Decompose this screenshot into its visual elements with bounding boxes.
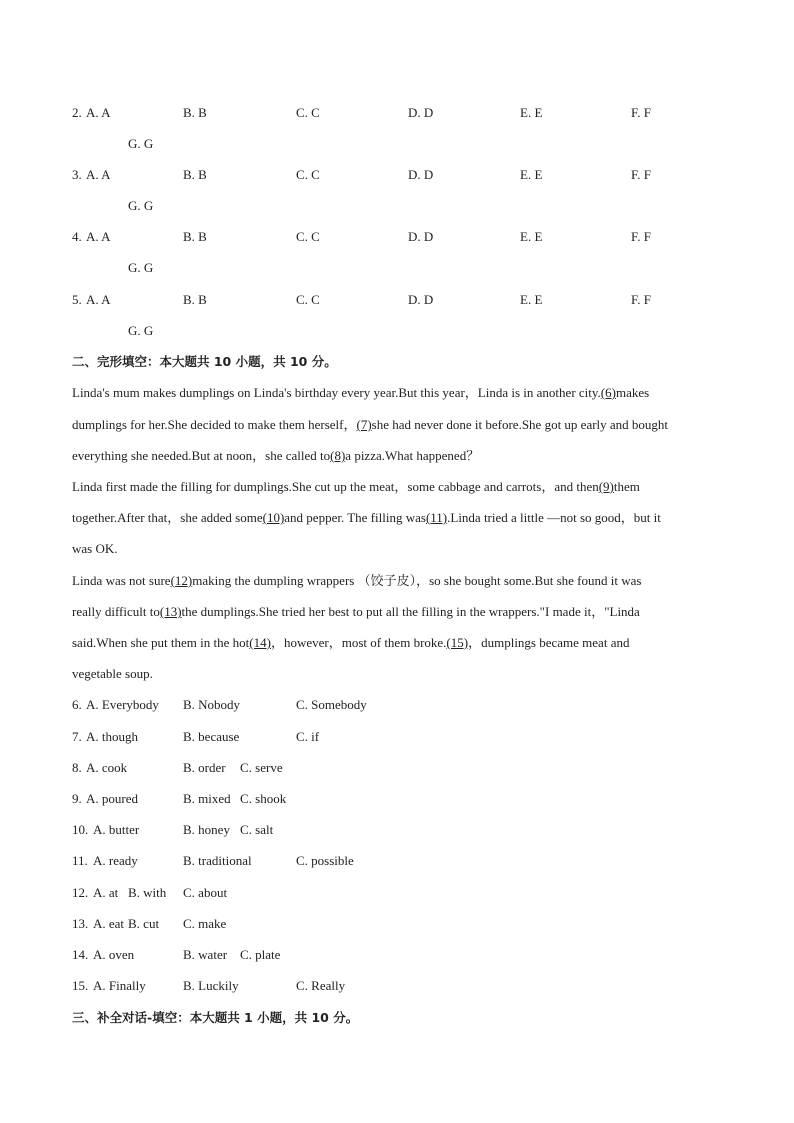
question-5-option-b[interactable]: B. B — [183, 292, 207, 307]
question-15-option-a[interactable]: A. Finally — [93, 978, 146, 993]
question-4-number: 4. — [72, 229, 82, 244]
question-8-number: 8. — [72, 760, 82, 775]
passage-line: was OK. — [72, 541, 118, 556]
question-6-option-b[interactable]: B. Nobody — [183, 697, 241, 712]
question-4-option-a[interactable]: A. A — [86, 229, 111, 244]
question-10-option-a[interactable]: A. butter — [93, 822, 140, 837]
question-3-option-g[interactable]: G. G — [128, 198, 154, 213]
question-13-option-a[interactable]: A. eat — [93, 916, 125, 931]
question-12-option-a[interactable]: A. at — [93, 885, 119, 900]
question-11-option-b[interactable]: B. traditional — [183, 853, 252, 868]
question-15-option-c[interactable]: C. Really — [296, 978, 346, 993]
question-10-number: 10. — [72, 822, 89, 837]
question-8-option-b[interactable]: B. order — [183, 760, 226, 775]
question-9-option-c[interactable]: C. shook — [240, 791, 287, 806]
question-9-option-b[interactable]: B. mixed — [183, 791, 231, 806]
question-14-option-b[interactable]: B. water — [183, 947, 228, 962]
passage-line: Linda first made the filling for dumplings.She cut up the meat，some cabbage and carrots，and then(9)them — [72, 479, 640, 494]
blank-9: (9) — [598, 479, 614, 494]
blank-13: (13) — [159, 604, 182, 619]
passage-line: together.After that，she added some(10)and pepper. The filling was(11).Linda tried a little —not so good，but it — [72, 510, 661, 525]
question-2-option-b[interactable]: B. B — [183, 105, 207, 120]
question-11-number: 11. — [72, 853, 88, 868]
question-4-option-c[interactable]: C. C — [296, 229, 320, 244]
question-15-option-b[interactable]: B. Luckily — [183, 978, 239, 993]
question-10-option-c[interactable]: C. salt — [240, 822, 274, 837]
blank-8: (8) — [330, 448, 346, 463]
blank-12: (12) — [170, 573, 193, 588]
question-2-option-c[interactable]: C. C — [296, 105, 320, 120]
question-2-option-g[interactable]: G. G — [128, 136, 154, 151]
passage-line: everything she needed.But at noon，she called to(8)a pizza.What happened？ — [72, 448, 480, 463]
question-3-option-d[interactable]: D. D — [408, 167, 434, 182]
question-7-option-c[interactable]: C. if — [296, 729, 320, 744]
question-6-option-c[interactable]: C. Somebody — [296, 697, 367, 712]
question-2-option-d[interactable]: D. D — [408, 105, 434, 120]
question-15-number: 15. — [72, 978, 89, 993]
question-3-option-b[interactable]: B. B — [183, 167, 207, 182]
question-13-option-b[interactable]: B. cut — [128, 916, 160, 931]
blank-11: (11) — [425, 510, 448, 525]
question-3-option-a[interactable]: A. A — [86, 167, 111, 182]
question-2-number: 2. — [72, 105, 82, 120]
question-13-option-c[interactable]: C. make — [183, 916, 227, 931]
question-11-option-a[interactable]: A. ready — [93, 853, 138, 868]
question-12-option-b[interactable]: B. with — [128, 885, 167, 900]
question-9-option-a[interactable]: A. poured — [86, 791, 138, 806]
question-5-option-a[interactable]: A. A — [86, 292, 111, 307]
question-2-option-e[interactable]: E. E — [520, 105, 543, 120]
section-2-heading: 二、完形填空：本大题共 10 小题，共 10 分。 — [72, 354, 337, 369]
passage-line: Linda's mum makes dumplings on Linda's birthday every year.But this year，Linda is in another city.(6)makes — [72, 385, 650, 400]
question-5-option-c[interactable]: C. C — [296, 292, 320, 307]
question-8-option-c[interactable]: C. serve — [240, 760, 283, 775]
question-8-option-a[interactable]: A. cook — [86, 760, 128, 775]
blank-15: (15) — [446, 635, 469, 650]
section-3-heading: 三、补全对话-填空：本大题共 1 小题，共 10 分。 — [72, 1010, 359, 1025]
question-5-number: 5. — [72, 292, 82, 307]
question-3-option-f[interactable]: F. F — [631, 167, 651, 182]
passage-line: vegetable soup. — [72, 666, 153, 681]
question-6-option-a[interactable]: A. Everybody — [86, 697, 159, 712]
passage-line: dumplings for her.She decided to make them herself，(7)she had never done it before.She got up early and bought — [72, 417, 669, 432]
question-4-option-f[interactable]: F. F — [631, 229, 651, 244]
question-13-number: 13. — [72, 916, 89, 931]
question-5-option-e[interactable]: E. E — [520, 292, 543, 307]
question-3-option-e[interactable]: E. E — [520, 167, 543, 182]
question-7-number: 7. — [72, 729, 82, 744]
question-2-option-f[interactable]: F. F — [631, 105, 651, 120]
blank-14: (14) — [249, 635, 271, 650]
question-7-option-a[interactable]: A. though — [86, 729, 138, 744]
question-4-option-b[interactable]: B. B — [183, 229, 207, 244]
question-5-option-f[interactable]: F. F — [631, 292, 651, 307]
question-7-option-b[interactable]: B. because — [183, 729, 240, 744]
question-12-number: 12. — [72, 885, 89, 900]
question-14-option-c[interactable]: C. plate — [240, 947, 281, 962]
question-11-option-c[interactable]: C. possible — [296, 853, 354, 868]
blank-10: (10) — [262, 510, 285, 525]
question-4-option-e[interactable]: E. E — [520, 229, 543, 244]
blank-6: (6) — [600, 385, 616, 400]
question-3-number: 3. — [72, 167, 82, 182]
question-6-number: 6. — [72, 697, 82, 712]
question-14-option-a[interactable]: A. oven — [93, 947, 135, 962]
question-5-option-d[interactable]: D. D — [408, 292, 434, 307]
question-5-option-g[interactable]: G. G — [128, 323, 154, 338]
passage-line: said.When she put them in the hot(14)，however，most of them broke.(15)，dumplings became meat and — [72, 635, 630, 650]
blank-7: (7) — [356, 417, 372, 432]
passage-line: Linda was not sure(12)making the dumpling wrappers （饺子皮），so she bought some.But she found it was — [72, 573, 642, 588]
question-2-option-a[interactable]: A. A — [86, 105, 111, 120]
question-3-option-c[interactable]: C. C — [296, 167, 320, 182]
question-9-number: 9. — [72, 791, 82, 806]
question-4-option-d[interactable]: D. D — [408, 229, 434, 244]
question-10-option-b[interactable]: B. honey — [183, 822, 230, 837]
question-12-option-c[interactable]: C. about — [183, 885, 228, 900]
question-4-option-g[interactable]: G. G — [128, 260, 154, 275]
question-14-number: 14. — [72, 947, 89, 962]
passage-line: really difficult to(13)the dumplings.She tried her best to put all the filling in the wrappers."I made it，"Linda — [72, 604, 640, 619]
